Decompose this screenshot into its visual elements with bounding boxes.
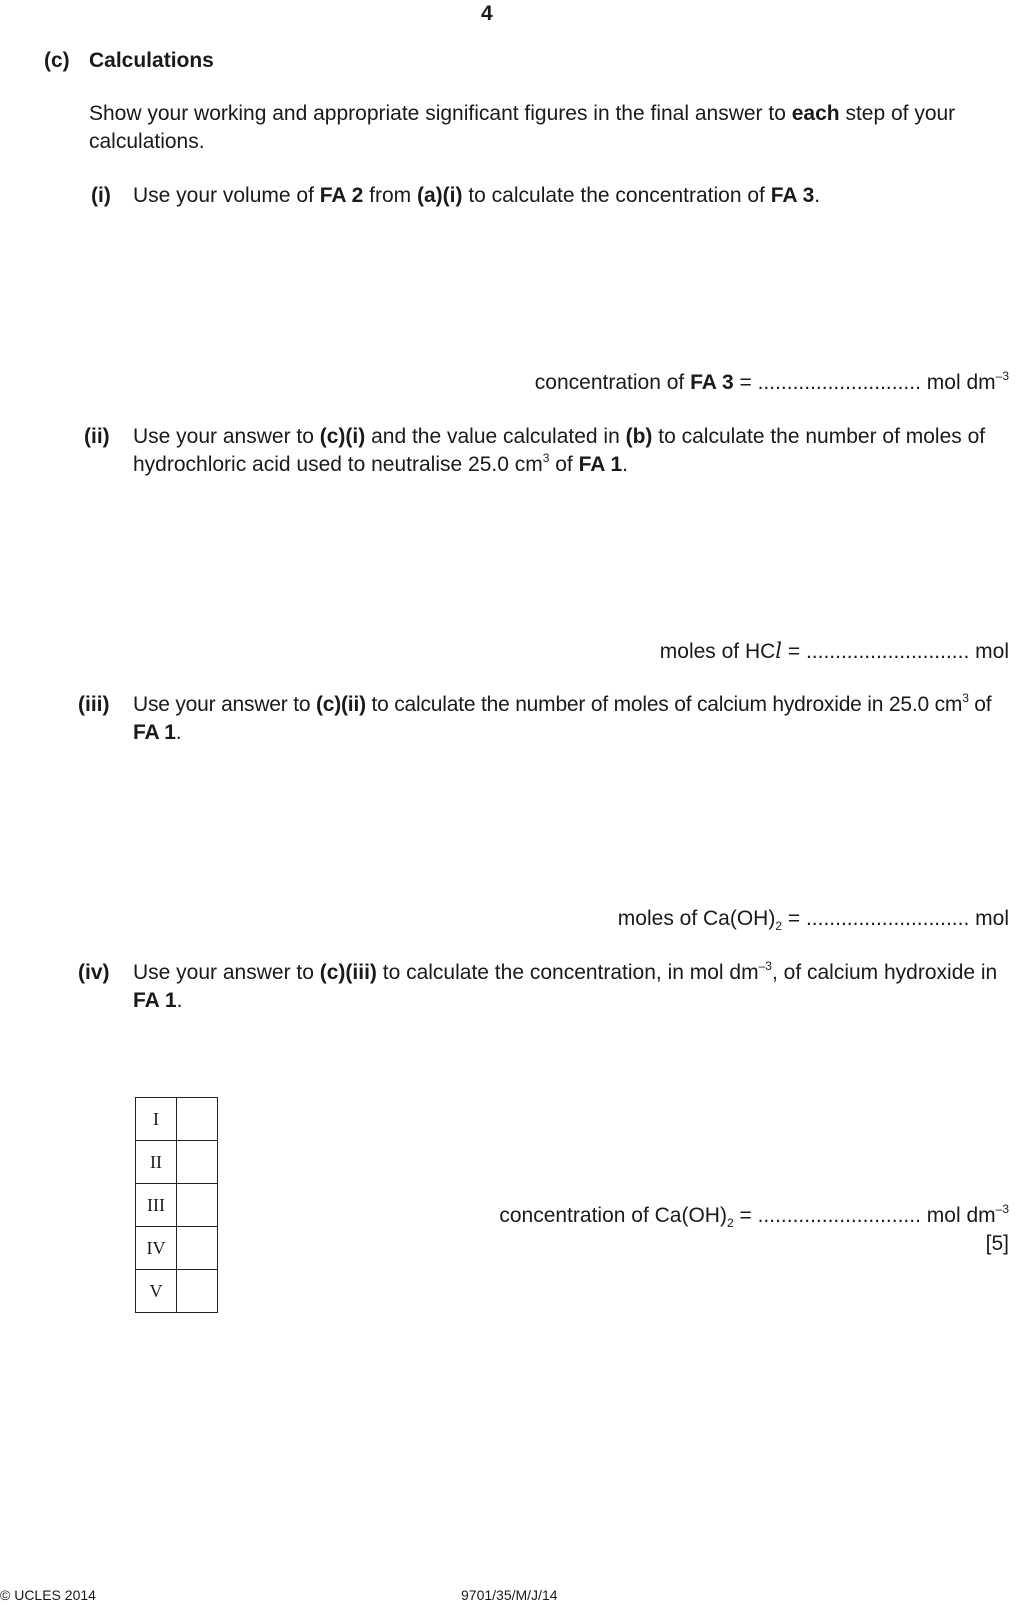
section-label: (c) bbox=[44, 49, 70, 72]
footer-copyright: © UCLES 2014 bbox=[0, 1587, 96, 1603]
question-label-ii: (ii) bbox=[84, 425, 110, 448]
page-number: 4 bbox=[481, 2, 493, 25]
mark-row bbox=[136, 1098, 218, 1141]
examiner-mark-grid bbox=[135, 1097, 218, 1313]
answer-line-iii[interactable]: moles of $Ca(OH)_2$ = ............................ mol bbox=[617, 907, 1009, 933]
question-text-iv: Use your answer to (c)(iii) to calculate the concentration, in mol $dm^{-3}$, of calcium hydroxide in FA 1. bbox=[133, 959, 998, 1012]
mark-box bbox=[177, 1227, 218, 1270]
question-text-i: Use your volume of FA 2 from (a)(i) to calculate the concentration of FA 3. bbox=[133, 184, 821, 207]
mark-row-label: II bbox=[136, 1141, 177, 1184]
mark-box bbox=[177, 1184, 218, 1227]
mark-row bbox=[136, 1227, 218, 1270]
footer-paper-code: 9701/35/M/J/14 bbox=[461, 1587, 558, 1603]
mark-row bbox=[136, 1184, 218, 1227]
mark-row-label: IV bbox=[136, 1227, 177, 1270]
mark-row-label: III bbox=[136, 1184, 177, 1227]
mark-box bbox=[177, 1270, 218, 1313]
answer-line-iv[interactable]: concentration of $Ca(OH)_2$ = ............................ mol $dm^{-3}$ bbox=[499, 1202, 1009, 1230]
mark-row-label: V bbox=[136, 1270, 177, 1313]
mark-box bbox=[177, 1141, 218, 1184]
question-text-ii: Use your answer to (c)(i) and the value calculated in (b) to calculate the number of moles of hydrochloric acid used to neutralise 25.0 $cm^3$ of FA 1. bbox=[133, 425, 986, 476]
mark-row-label: I bbox=[136, 1098, 177, 1141]
section-title: Calculations bbox=[89, 49, 214, 72]
answer-line-i[interactable]: concentration of FA 3 = ............................ mol $dm^{-3}$ bbox=[534, 369, 1009, 394]
question-label-i: (i) bbox=[91, 184, 111, 207]
mark-row bbox=[136, 1141, 218, 1184]
mark-box bbox=[177, 1098, 218, 1141]
marks-total: [5] bbox=[985, 1232, 1009, 1255]
question-label-iv: (iv) bbox=[78, 961, 110, 984]
question-label-iii: (iii) bbox=[78, 693, 110, 716]
intro-text: Show your working and appropriate significant figures in the final answer to each step of your calculations. bbox=[89, 102, 956, 153]
question-text-iii: Use your answer to (c)(ii) to calculate the number of moles of calcium hydroxide in 25.0 $cm^3$ of FA 1. bbox=[133, 691, 992, 744]
mark-row bbox=[136, 1270, 218, 1313]
answer-line-ii[interactable]: moles of HCl = ............................ mol bbox=[659, 639, 1009, 663]
